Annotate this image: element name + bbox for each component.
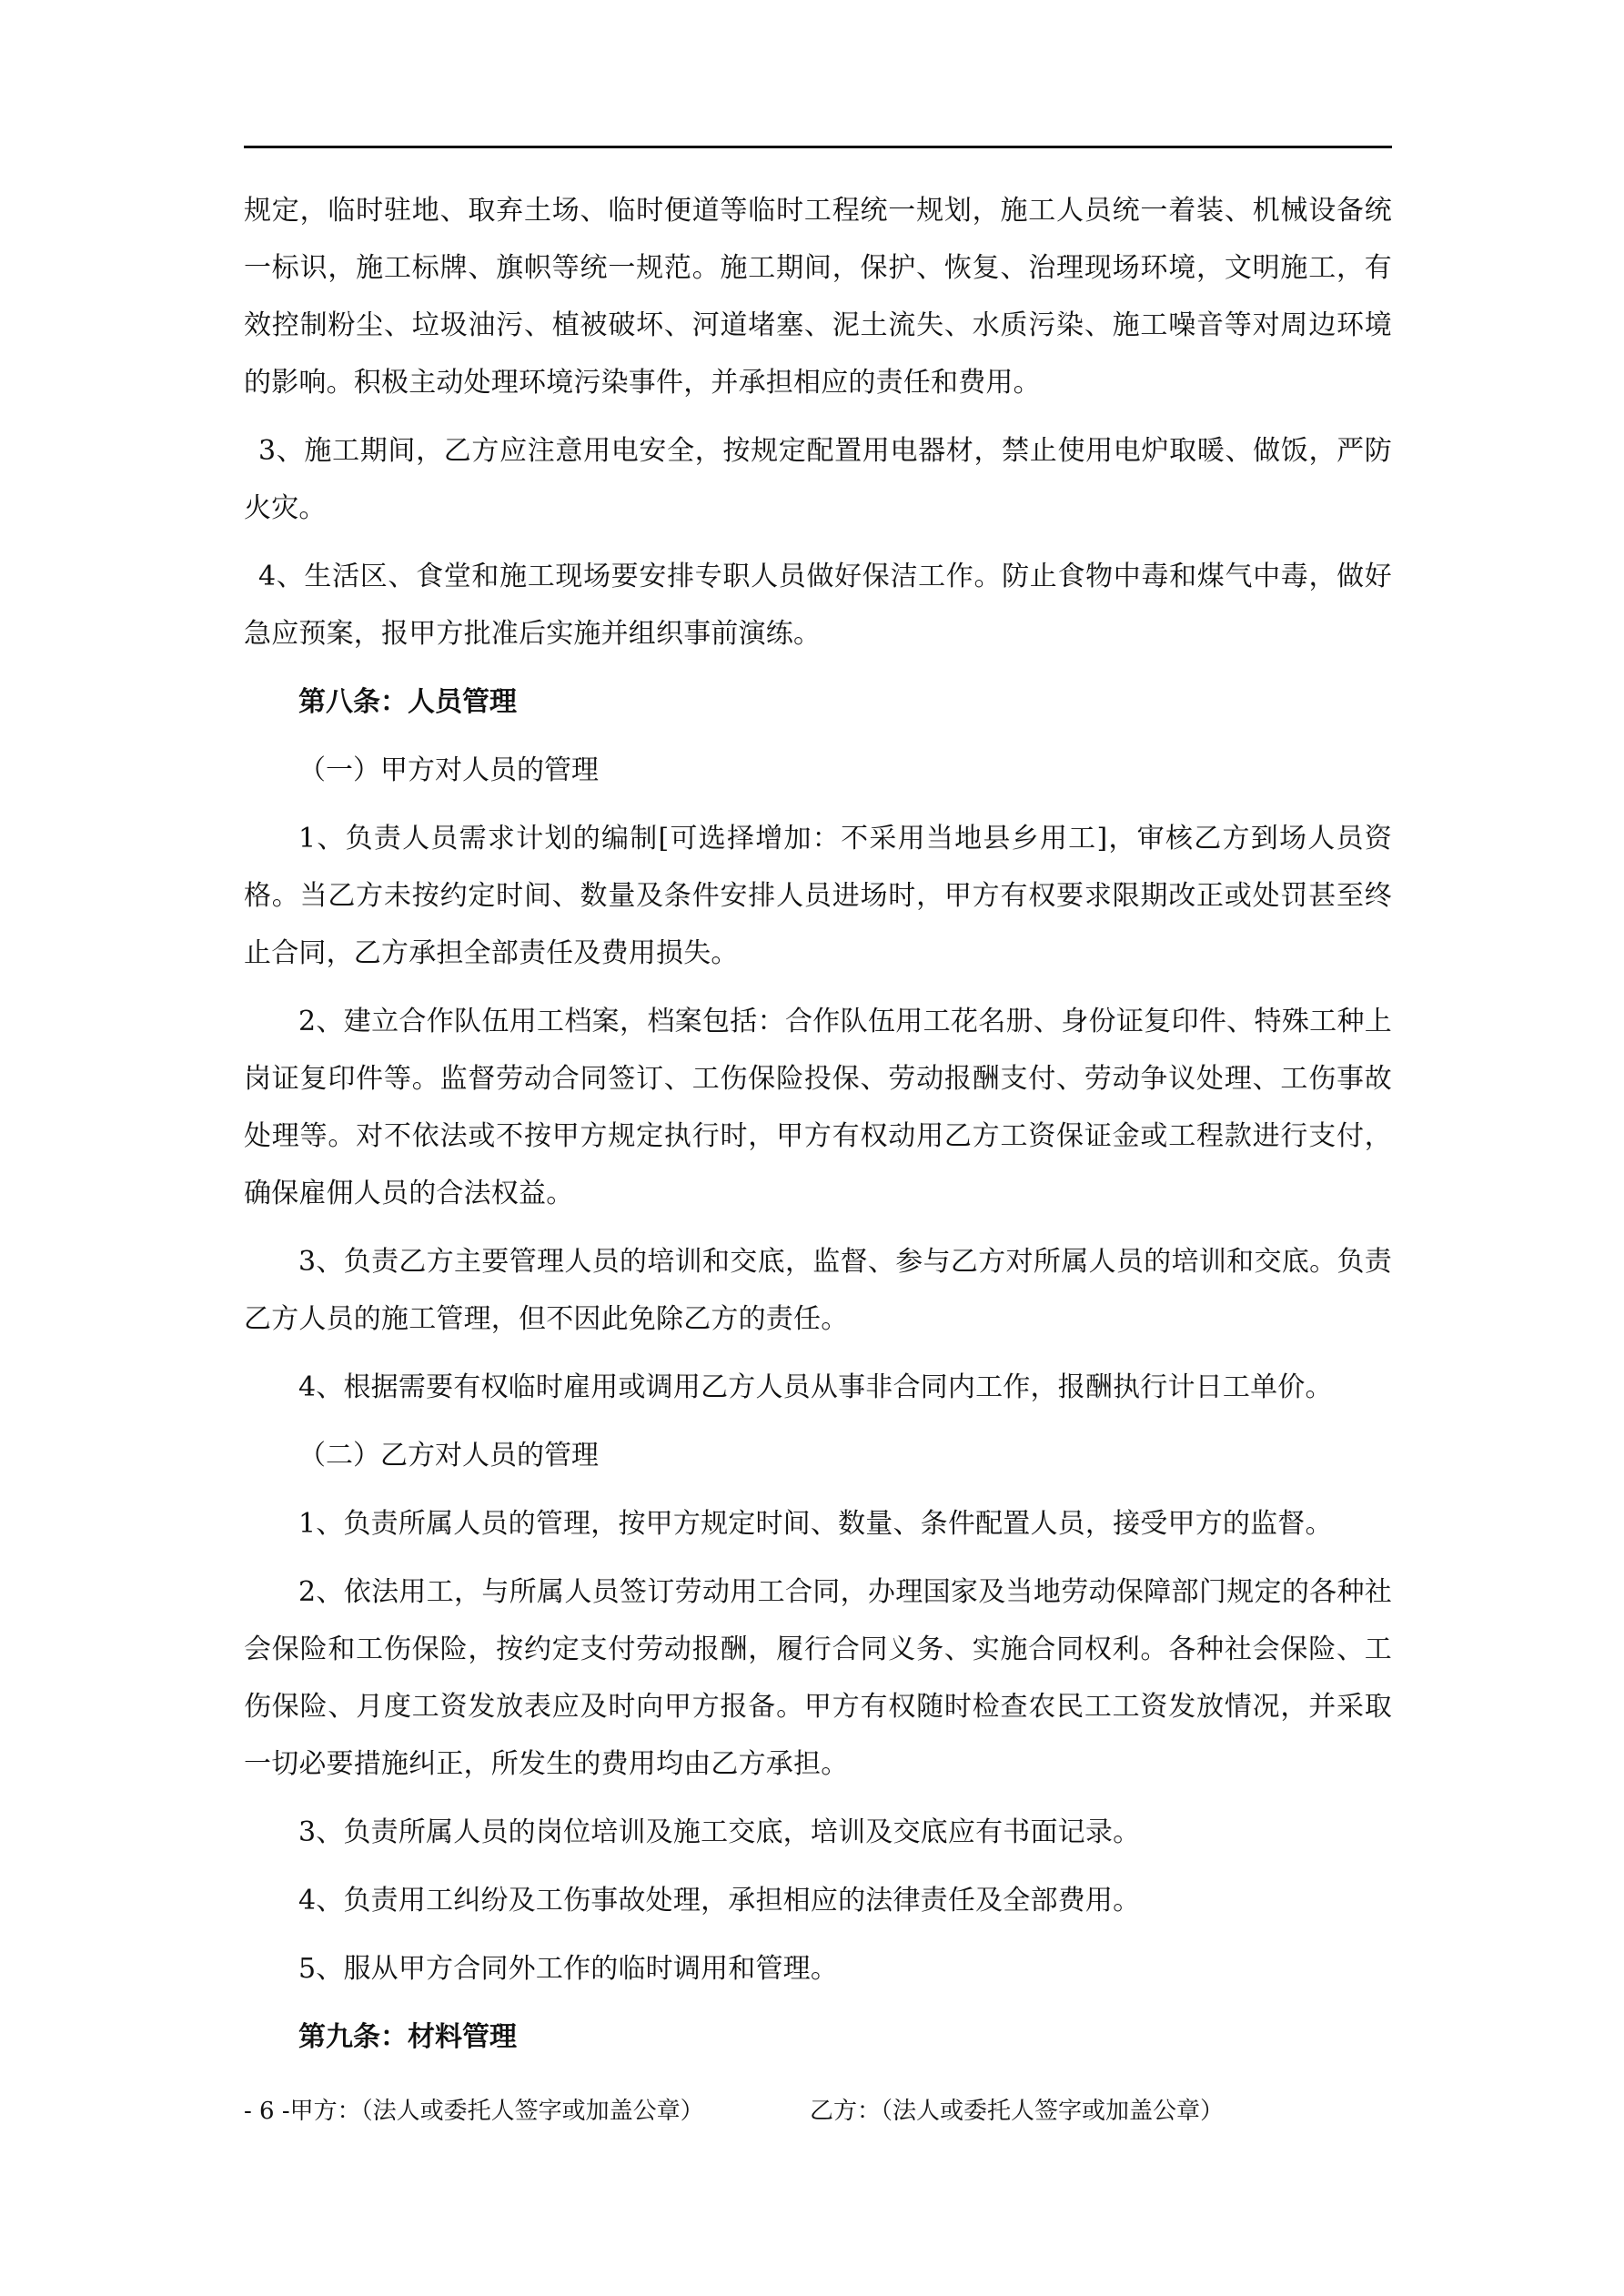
subheading-party-a-management: （一）甲方对人员的管理 [298, 754, 599, 786]
footer-party-a-signature: - 6 -甲方：（法人或委托人签字或加盖公章） [244, 2098, 704, 2125]
section-heading-article-9: 第九条：材料管理 [298, 2021, 517, 2053]
paragraph-electric-safety: 3、施工期间，乙方应注意用电安全，按规定配置用电器材，禁止使用电炉取暖、做饭，严防火灾。 [244, 435, 1392, 524]
paragraph-site-rules: 规定，临时驻地、取弃土场、临时便道等临时工程统一规划，施工人员统一着装、机械设备统一标识，施工标牌、旗帜等统一规范。施工期间，保护、恢复、治理现场环境，文明施工，有效控制粉尘、垃圾油污、植被破坏、河道堵塞、泥土流失、水质污染、施工噪音等对周边环境的影响。积极主动处理环境污染事件，并承担相应的责任和费用。 [244, 195, 1392, 399]
paragraph-b-item-4: 4、负责用工纠纷及工伤事故处理，承担相应的法律责任及全部费用。 [298, 1885, 1141, 1917]
paragraph-b-item-2: 2、依法用工，与所属人员签订劳动用工合同，办理国家及当地劳动保障部门规定的各种社会保险和工伤保险，按约定支付劳动报酬，履行合同义务、实施合同权利。各种社会保险、工伤保险、月度工资发放表应及时向甲方报备。甲方有权随时检查农民工工资发放情况，并采取一切必要措施纠正，所发生的费用均由乙方承担。 [244, 1576, 1392, 1780]
subheading-party-b-management: （二）乙方对人员的管理 [298, 1440, 599, 1472]
paragraph-hygiene: 4、生活区、食堂和施工现场要安排专职人员做好保洁工作。防止食物中毒和煤气中毒，做好急应预案，报甲方批准后实施并组织事前演练。 [244, 561, 1392, 650]
section-heading-article-8: 第八条：人员管理 [298, 686, 517, 718]
paragraph-b-item-3: 3、负责所属人员的岗位培训及施工交底，培训及交底应有书面记录。 [298, 1816, 1141, 1848]
paragraph-a-item-4: 4、根据需要有权临时雇用或调用乙方人员从事非合同内工作，报酬执行计日工单价。 [298, 1371, 1333, 1403]
paragraph-b-item-1: 1、负责所属人员的管理，按甲方规定时间、数量、条件配置人员，接受甲方的监督。 [298, 1508, 1333, 1540]
body-content [244, 182, 1392, 2077]
paragraph-b-item-5: 5、服从甲方合同外工作的临时调用和管理。 [298, 1953, 839, 1985]
header-rule [244, 146, 1392, 148]
paragraph-a-item-2: 2、建立合作队伍用工档案，档案包括：合作队伍用工花名册、身份证复印件、特殊工种上岗证复印件等。监督劳动合同签订、工伤保险投保、劳动报酬支付、劳动争议处理、工伤事故处理等。对不依法或不按甲方规定执行时，甲方有权动用乙方工资保证金或工程款进行支付，确保雇佣人员的合法权益。 [244, 1006, 1392, 1209]
footer-party-b-signature: 乙方：（法人或委托人签字或加盖公章） [810, 2098, 1225, 2125]
paragraph-a-item-3: 3、负责乙方主要管理人员的培训和交底，监督、参与乙方对所属人员的培训和交底。负责乙方人员的施工管理，但不因此免除乙方的责任。 [244, 1246, 1392, 1335]
paragraph-a-item-1: 1、负责人员需求计划的编制[可选择增加：不采用当地县乡用工]，审核乙方到场人员资格。当乙方未按约定时间、数量及条件安排人员进场时，甲方有权要求限期改正或处罚甚至终止合同，乙方承担全部责任及费用损失。 [244, 823, 1392, 969]
